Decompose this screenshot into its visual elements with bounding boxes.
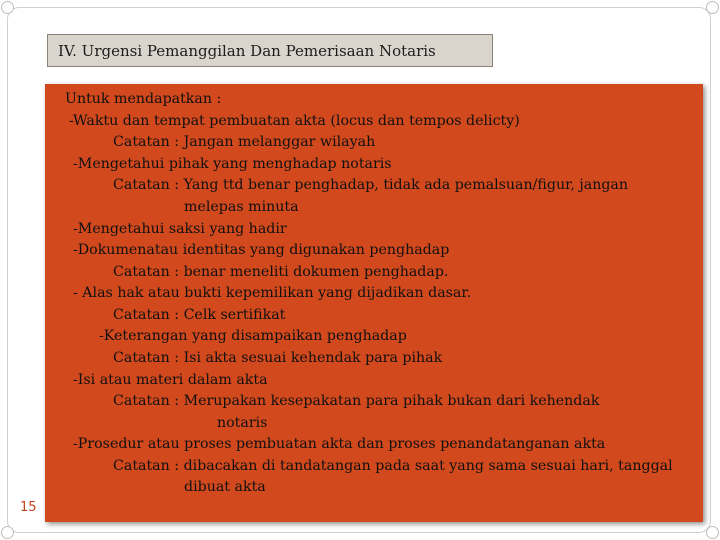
content-line: Catatan : Celk sertifikat bbox=[113, 307, 286, 323]
content-line: Catatan : benar meneliti dokumen penghadap. bbox=[113, 264, 449, 280]
slide-title: IV. Urgensi Pemanggilan Dan Pemerisaan Notaris bbox=[58, 42, 436, 60]
content-box bbox=[45, 84, 703, 522]
content-line: Catatan : Jangan melanggar wilayah bbox=[113, 134, 376, 150]
content-line: -Prosedur atau proses pembuatan akta dan proses penandatanganan akta bbox=[73, 436, 606, 452]
content-line: dibuat akta bbox=[184, 479, 266, 495]
content-line: -Dokumenatau identitas yang digunakan penghadap bbox=[73, 242, 450, 258]
content-line: -Mengetahui saksi yang hadir bbox=[73, 221, 287, 237]
content-line: Catatan : dibacakan di tandatangan pada saat yang sama sesuai hari, tanggal bbox=[113, 458, 673, 474]
content-line: Untuk mendapatkan : bbox=[65, 91, 222, 107]
page-number: 15 bbox=[20, 500, 37, 515]
corner-dot-bottom-left bbox=[1, 526, 14, 539]
content-line: -Keterangan yang disampaikan penghadap bbox=[99, 328, 407, 344]
content-line: Catatan : Yang ttd benar penghadap, tidak ada pemalsuan/figur, jangan bbox=[113, 177, 629, 193]
content-line: -Waktu dan tempat pembuatan akta (locus dan tempos delicty) bbox=[69, 113, 520, 129]
content-line: -Mengetahui pihak yang menghadap notaris bbox=[73, 156, 392, 172]
title-box bbox=[47, 34, 493, 67]
content-line: -Isi atau materi dalam akta bbox=[73, 372, 268, 388]
content-line: notaris bbox=[217, 415, 268, 431]
content-line: Catatan : Isi akta sesuai kehendak para pihak bbox=[113, 350, 443, 366]
corner-dot-top-left bbox=[1, 1, 14, 14]
corner-dot-bottom-right bbox=[706, 526, 719, 539]
content-line: melepas minuta bbox=[184, 199, 299, 215]
content-line: - Alas hak atau bukti kepemilikan yang dijadikan dasar. bbox=[73, 285, 472, 301]
content-line: Catatan : Merupakan kesepakatan para pihak bukan dari kehendak bbox=[113, 393, 600, 409]
corner-dot-top-right bbox=[706, 1, 719, 14]
